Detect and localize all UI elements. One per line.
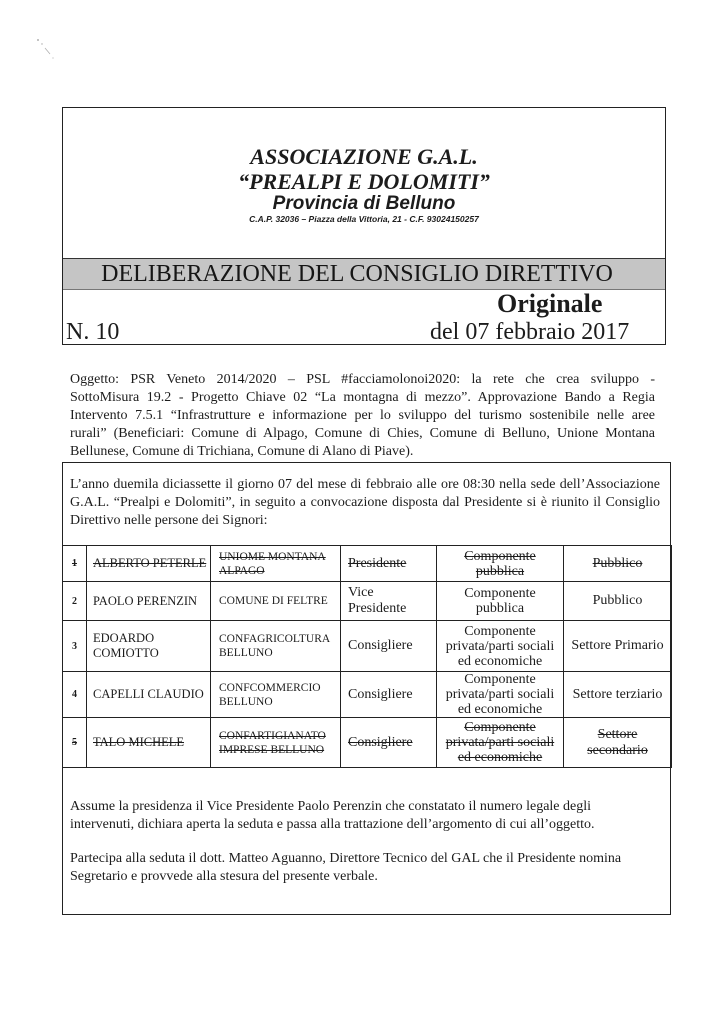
member-sector: Pubblico [592, 555, 643, 571]
member-row [63, 546, 672, 582]
subject-line: Bellunese, Comune di Trichiana, Comune di Alano di Piave). [70, 444, 414, 459]
member-organization: CONFARTIGIANATO IMPRESE BELLUNO [219, 729, 326, 756]
member-index: 2 [72, 595, 77, 607]
member-organization: CONFAGRICOLTURA BELLUNO [219, 633, 330, 659]
address-line: C.A.P. 32036 – Piazza della Vittoria, 21 - C.F. 93024150257 [249, 214, 479, 224]
subject-line: SottoMisura 19.2 - Progetto Chiave 02 “La montagna di mezzo”. Approvazione Bando a Regia [70, 390, 655, 405]
presidency-paragraph [70, 798, 660, 834]
member-index: 4 [72, 689, 77, 700]
member-name: CAPELLI CLAUDIO [93, 687, 204, 701]
member-index: 3 [72, 640, 77, 652]
member-sector: Pubblico [592, 593, 643, 608]
member-name: PAOLO PERENZIN [93, 593, 198, 608]
member-role: Consigliere [348, 686, 413, 702]
member-role: Consigliere [348, 638, 413, 653]
secretary-line: Segretario e provvede alla stesura del presente verbale. [70, 869, 378, 884]
presidency-line: intervenuti, dichiara aperta la seduta e passa alla trattazione dell’argomento di cui all’oggetto. [70, 817, 595, 832]
member-index: 1 [72, 558, 77, 569]
member-index: 5 [72, 737, 77, 748]
intro-line: L’anno duemila diciassette il giorno 07 del mese di febbraio alle ore 08:30 nella sede dell’Associazione [70, 477, 660, 492]
presidency-line: Assume la presidenza il Vice Presidente Paolo Perenzin che constatato il numero legale degli [70, 799, 592, 814]
member-component: Componente privata/parti sociali ed economiche [445, 623, 555, 669]
province-label: Provincia di Belluno [272, 193, 456, 214]
member-sector: Settore Primario [571, 638, 664, 653]
document-type-banner: DELIBERAZIONE DEL CONSIGLIO DIRETTIVO [63, 258, 665, 290]
member-organization: CONFCOMMERCIO BELLUNO [219, 681, 321, 708]
subject-line: rurali” (Beneficiari: Comune di Alpago, Comune di Chies, Comune di Belluno, Unione Montana [70, 426, 655, 441]
scan-speck [30, 34, 60, 66]
secretary-paragraph [70, 850, 660, 886]
subject-line: Intervento 7.5.1 “Infrastrutture e informazione per lo sviluppo del turismo sostenibile nelle aree [70, 408, 655, 423]
member-row [63, 621, 672, 672]
intro-line: G.A.L. “Prealpi e Dolomiti”, in seguito a convocazione disposta dal Presidente si è riunito il Consiglio [70, 495, 660, 510]
copy-type-label: Originale [497, 289, 603, 318]
deliberation-number: N. 10 [66, 319, 120, 345]
deliberation-date: del 07 febbraio 2017 [430, 319, 630, 345]
member-organization: UNIOME MONTANA ALPAGO [219, 550, 326, 577]
intro-paragraph [70, 476, 660, 530]
subject-line: Oggetto: PSR Veneto 2014/2020 – PSL #facciamolonoi2020: la rete che crea sviluppo - [70, 372, 655, 387]
member-row [63, 582, 672, 621]
member-component: Componente pubblica [464, 586, 536, 616]
association-title: ASSOCIAZIONE G.A.L. [250, 144, 478, 169]
member-role: Vice Presidente [348, 585, 407, 616]
member-component: Componente privata/parti sociali ed economiche [445, 720, 555, 765]
association-name: “PREALPI E DOLOMITI” [238, 169, 490, 194]
members-table [62, 545, 672, 768]
member-name: EDOARDO COMIOTTO [93, 631, 159, 660]
member-role: Consigliere [348, 734, 413, 750]
member-organization: COMUNE DI FELTRE [219, 595, 328, 607]
member-role: Presidente [348, 555, 407, 571]
member-sector: Settore terziario [572, 686, 663, 702]
member-name: ALBERTO PETERLE [93, 556, 207, 570]
member-sector: Settore secondario [587, 726, 648, 758]
member-component: Componente privata/parti sociali ed economiche [445, 672, 555, 717]
member-row [63, 718, 672, 768]
intro-line: Direttivo nelle persone dei Signori: [70, 513, 268, 528]
member-component: Componente pubblica [464, 548, 536, 579]
member-name: TALO MICHELE [93, 735, 184, 749]
secretary-line: Partecipa alla seduta il dott. Matteo Aguanno, Direttore Tecnico del GAL che il Presidente nomina [70, 851, 622, 866]
subject-paragraph [70, 371, 655, 461]
member-row [63, 672, 672, 718]
